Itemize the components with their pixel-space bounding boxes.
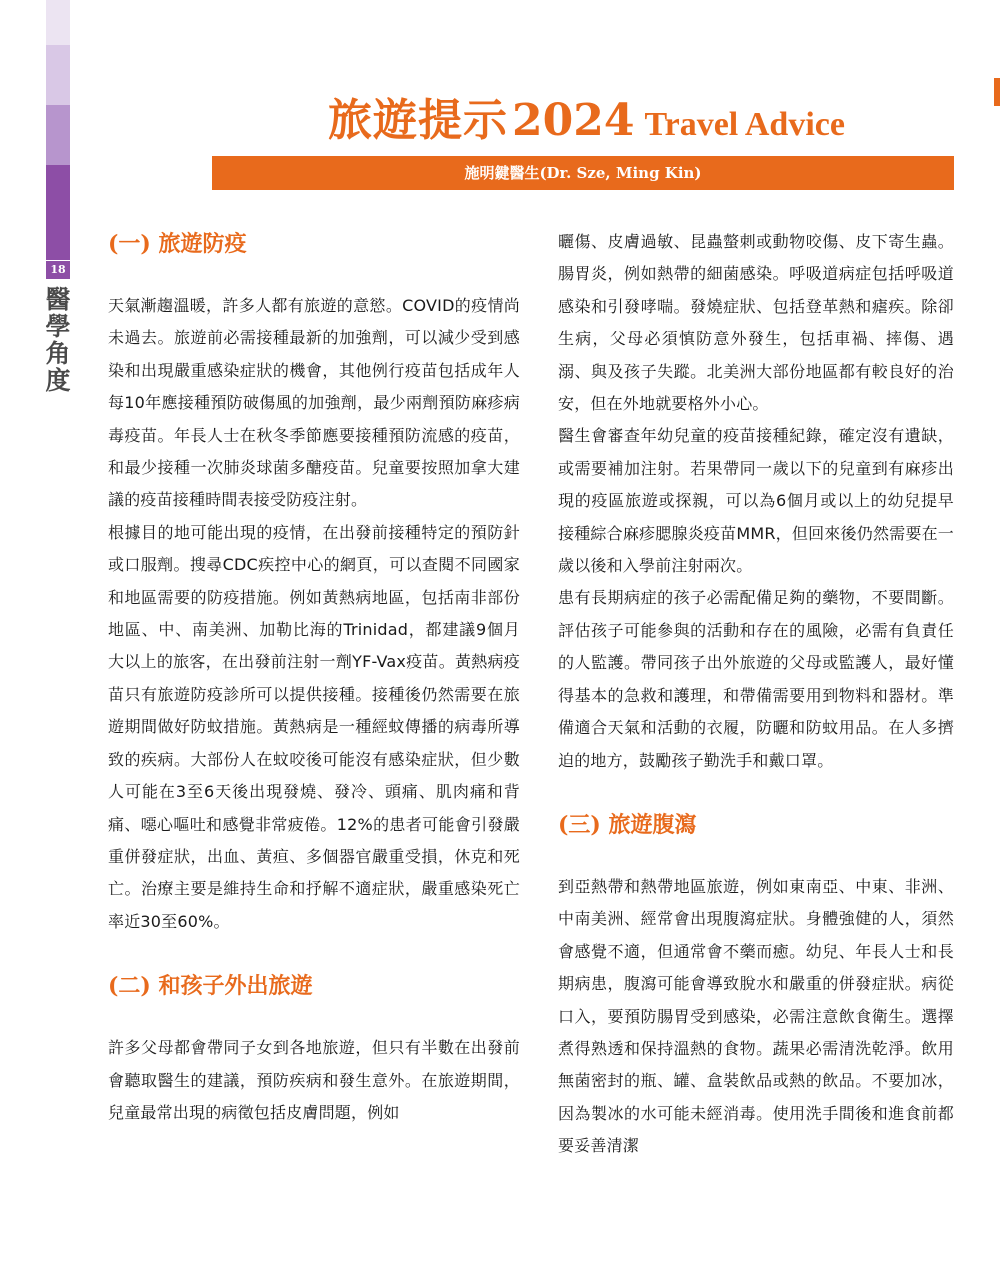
right-column (558, 226, 954, 1163)
page-number: 18 (46, 261, 70, 279)
side-strip-light (46, 0, 70, 45)
title-year: 2024 (512, 95, 635, 146)
side-strip-pale (46, 45, 70, 105)
section-heading-2: (二) 和孩子外出旅遊 (108, 973, 313, 1000)
paragraph: 根據目的地可能出現的疫情，在出發前接種特定的預防針或口服劑。搜尋CDC疾控中心的網頁，可以查閱不同國家和地區需要的防疫措施。例如黃熱病地區，包括南非部份地區、中、南美洲、加勒比海的Trinidad，都建議9個月大以上的旅客，在出發前注射一劑YF-Vax疫苗。黃熱病疫苗只有旅遊防疫診所可以提供接種。接種後仍然需要在旅遊期間做好防蚊措施。黃熱病是一種經蚊傳播的病毒所導致的疾病。大部份人在蚊咬後可能沒有感染症狀，但少數人可能在3至6天後出現發燒、發冷、頭痛、肌肉痛和背痛、噁心嘔吐和感覺非常疲倦。12%的患者可能會引發嚴重併發症狀，出血、黃疸、多個器官嚴重受損，休克和死亡。治療主要是維持生命和抒解不適症狀，嚴重感染死亡率近30至60%。 (108, 522, 520, 931)
title-chinese: 旅遊提示 (328, 95, 508, 146)
paragraph: 醫生會審查年幼兒童的疫苗接種紀錄，確定沒有遺缺，或需要補加注射。若果帶同一歲以下的兒童到有麻疹出現的疫區旅遊或探親，可以為6個月或以上的幼兒提早接種綜合麻疹腮腺炎疫苗MMR，但回來後仍然需要在一歲以後和入學前注射兩次。 (558, 426, 954, 576)
paragraph: 許多父母都會帶同子女到各地旅遊，但只有半數在出發前會聽取醫生的建議，預防疾病和發生意外。在旅遊期間，兒童最常出現的病徵包括皮膚問題，例如 (108, 1038, 520, 1122)
paragraph: 天氣漸趨溫暖，許多人都有旅遊的意慾。COVID的疫情尚未過去。旅遊前必需接種最新的加強劑，可以減少受到感染和出現嚴重感染症狀的機會，其他例行疫苗包括成年人每10年應接種預防破傷風的加強劑，最少兩劑預防麻疹病毒疫苗。年長人士在秋冬季節應要接種預防流感的疫苗，和最少接種一次肺炎球菌多醣疫苗。兒童要按照加拿大建議的疫苗接種時間表接受防疫注射。 (108, 296, 520, 510)
author-bar: 施明鍵醫生(Dr. Sze, Ming Kin) (212, 156, 954, 190)
column-label: 醫學角度 (42, 286, 71, 394)
paragraph: 到亞熱帶和熱帶地區旅遊，例如東南亞、中東、非洲、中南美洲、經常會出現腹瀉症狀。身體強健的人，須然會感覺不適，但通常會不藥而癒。幼兒、年長人士和長期病患，腹瀉可能會導致脫水和嚴重的併發症狀。病從口入，要預防腸胃受到感染，必需注意飲食衛生。選擇煮得熟透和保持溫熱的食物。蔬果必需清洗乾淨。飲用無菌密封的瓶、罐、盒裝飲品或熱的飲品。不要加冰，因為製冰的水可能未經消毒。使用洗手間後和進食前都要妥善清潔 (558, 876, 954, 1156)
side-strip-dark (46, 165, 70, 260)
paragraph: 患有長期病症的孩子必需配備足夠的藥物，不要間斷。評估孩子可能參與的活動和存在的風險，必需有負責任的人監護。帶同孩子出外旅遊的父母或監護人，最好懂得基本的急救和護理，和帶備需要用到物料和器材。準備適合天氣和活動的衣履，防曬和防蚊用品。在人多擠迫的地方，鼓勵孩子勤洗手和戴口罩。 (558, 588, 954, 770)
right-edge-accent (994, 78, 1000, 106)
side-strip-mid (46, 105, 70, 165)
section-heading-1: (一) 旅遊防疫 (108, 231, 247, 257)
page-title (328, 84, 888, 144)
left-column (108, 226, 520, 1129)
section-heading-3: (三) 旅遊腹瀉 (558, 811, 697, 838)
title-english: Travel Advice (644, 106, 845, 143)
paragraph: 曬傷、皮膚過敏、昆蟲螫刺或動物咬傷、皮下寄生蟲。腸胃炎，例如熱帶的細菌感染。呼吸道病症包括呼吸道感染和引發哮喘。發燒症狀、包括登革熱和瘧疾。除卻生病，父母必須慎防意外發生，包括車禍、摔傷、遇溺、與及孩子失蹤。北美洲大部份地區都有較良好的治安，但在外地就要格外小心。 (558, 232, 954, 414)
